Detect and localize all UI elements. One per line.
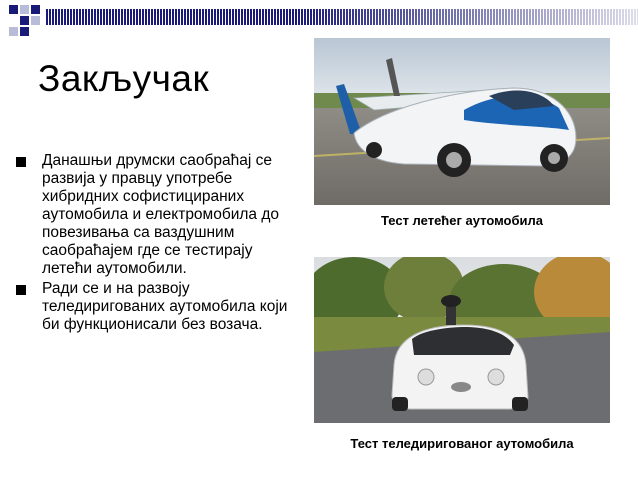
bullet-list [16, 152, 306, 336]
flying-car-photo [314, 38, 610, 205]
square-bullet-icon [16, 157, 26, 167]
slide-title: Закључак [38, 58, 210, 99]
image-caption: Тест теледиригованог аутомобила [350, 436, 574, 451]
bullet-item [16, 152, 306, 278]
square-bullet-icon [16, 285, 26, 295]
image-caption: Тест летећег аутомобила [381, 213, 543, 228]
bullet-text: Ради се и на развоју теледиригованих аутомобила који би функционисали без возача. [42, 280, 288, 333]
bullet-text: Данашњи друмски саобраћај се развија у правцу употребе хибридних софистицираних аутомобила и електромобила до повезивања са ваздушним саобраћајем где се тестирају летећи аутомобили. [42, 152, 280, 277]
self-driving-car-photo [314, 257, 610, 423]
bullet-item [16, 280, 306, 334]
